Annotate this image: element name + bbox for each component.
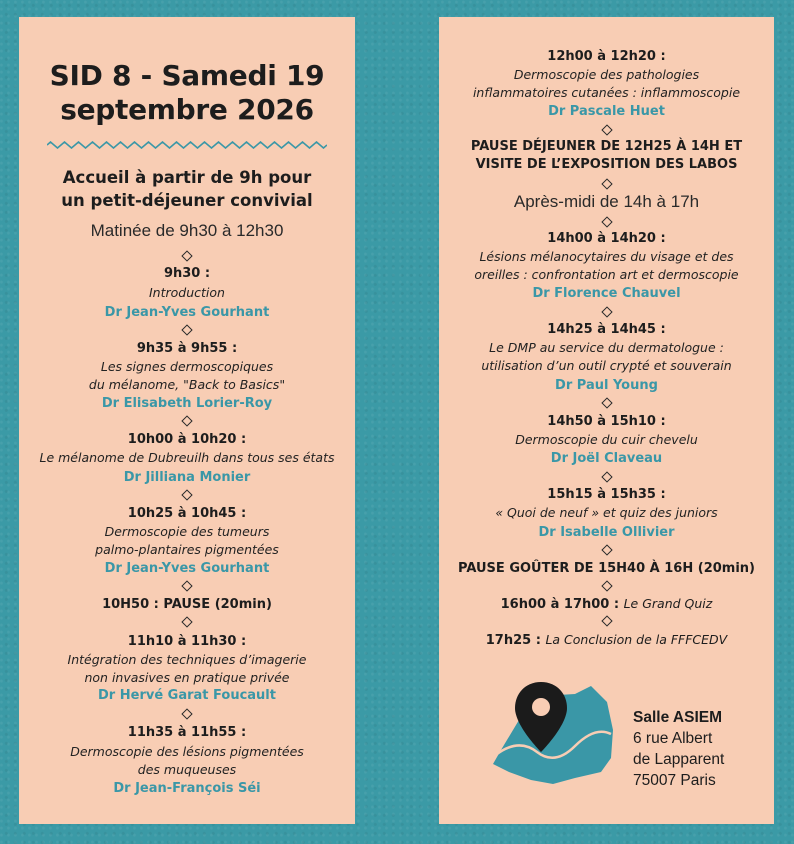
quiz-line: 16h00 à 17h00 : Le Grand Quiz (500, 596, 713, 612)
diamond-separator (181, 324, 192, 335)
welcome-note (19, 166, 355, 212)
morning-heading: Matinée de 9h30 à 12h30 (90, 221, 284, 240)
session-time: 9h35 à 9h55 : (136, 341, 238, 356)
session-speaker: Dr Elisabeth Lorier-Roy (101, 396, 273, 411)
session-time: 11h10 à 11h30 : (127, 634, 247, 649)
diamond-separator (181, 415, 192, 426)
diamond-separator (601, 397, 612, 408)
session-speaker: Dr Paul Young (555, 378, 658, 393)
diamond-separator (601, 178, 612, 189)
diamond-separator (601, 216, 612, 227)
session-talk: Dermoscopie du cuir chevelu (515, 432, 698, 447)
venue-street: 6 rue Albert (633, 730, 713, 747)
session-time: 10h25 à 10h45 : (127, 506, 247, 521)
session-speaker: Dr Florence Chauvel (532, 286, 681, 301)
session-speaker: Dr Isabelle Ollivier (538, 525, 675, 540)
venue-city: 75007 Paris (633, 772, 716, 789)
diamond-separator (601, 544, 612, 555)
welcome-line1: Accueil à partir de 9h pour (62, 168, 312, 187)
event-title (19, 59, 355, 127)
afternoon-break: PAUSE GOÛTER DE 15H40 À 16H (20min) (458, 561, 755, 576)
session-time: 14h25 à 14h45 : (547, 322, 666, 337)
session-talk: Lésions mélanocytaires du visage et des oreilles : confrontation art et dermoscopie (474, 249, 739, 282)
diamond-separator (181, 580, 192, 591)
session-talk: Les signes dermoscopiques du mélanome, "Back to Basics" (88, 359, 286, 392)
lunch-break: PAUSE DÉJEUNER DE 12H25 À 14H ET VISITE DE L’EXPOSITION DES LABOS (470, 139, 743, 172)
session-speaker: Dr Pascale Huet (548, 104, 665, 119)
right-program-panel (439, 17, 774, 824)
session-talk: Intégration des techniques d’imagerie non invasives en pratique privée (67, 652, 307, 685)
session-talk: Le mélanome de Dubreuilh dans tous ses états (39, 450, 335, 465)
conclusion-line: 17h25 : La Conclusion de la FFFCEDV (485, 632, 728, 648)
event-title-line2: septembre 2026 (60, 93, 314, 126)
diamond-separator (601, 580, 612, 591)
diamond-separator (601, 615, 612, 626)
session-speaker: Dr Joël Claveau (550, 451, 663, 466)
diamond-separator (601, 471, 612, 482)
session-time: 14h50 à 15h10 : (547, 414, 666, 429)
diamond-separator (181, 708, 192, 719)
venue-name: Salle ASIEM (633, 709, 723, 726)
session-speaker: Dr Jean-Yves Gourhant (104, 561, 270, 576)
afternoon-heading: Après-midi de 14h à 17h (513, 192, 700, 211)
diamond-separator (601, 306, 612, 317)
session-talk: Dermoscopie des pathologies inflammatoires cutanées : inflammoscopie (472, 67, 741, 100)
venue-street2: de Lapparent (633, 751, 725, 768)
welcome-line2: un petit-déjeuner convivial (61, 191, 313, 210)
session-speaker: Dr Jean-Yves Gourhant (104, 305, 270, 320)
session-talk: Le DMP au service du dermatologue : utilisation d’un outil crypté et souverain (481, 340, 732, 373)
zigzag-divider (47, 141, 327, 149)
session-talk: Dermoscopie des lésions pigmentées des muqueuses (70, 744, 304, 777)
pause-label: 10H50 : PAUSE (20min) (102, 597, 272, 612)
session-time: 14h00 à 14h20 : (547, 231, 666, 246)
session-speaker: Dr Hervé Garat Foucault (98, 688, 276, 703)
session-time: 12h00 à 12h20 : (547, 49, 666, 64)
diamond-separator (601, 124, 612, 135)
venue-address (633, 707, 724, 791)
diamond-separator (181, 616, 192, 627)
diamond-separator (181, 489, 192, 500)
session-speaker: Dr Jilliana Monier (123, 470, 251, 485)
session-time: 10h00 à 10h20 : (127, 432, 247, 447)
event-title-line1: SID 8 - Samedi 19 (49, 59, 325, 92)
session-time: 11h35 à 11h55 : (127, 725, 247, 740)
session-talk: Introduction (149, 285, 225, 300)
session-time: 15h15 à 15h35 : (547, 487, 666, 502)
diamond-separator (181, 250, 192, 261)
left-program-panel (19, 17, 355, 824)
session-talk: Dermoscopie des tumeurs palmo-plantaires pigmentées (95, 524, 279, 557)
session-speaker: Dr Jean-François Séi (113, 781, 261, 796)
paris-map-icon (479, 680, 619, 790)
session-time: 9h30 : (163, 266, 211, 281)
session-talk: « Quoi de neuf » et quiz des juniors (495, 505, 718, 520)
